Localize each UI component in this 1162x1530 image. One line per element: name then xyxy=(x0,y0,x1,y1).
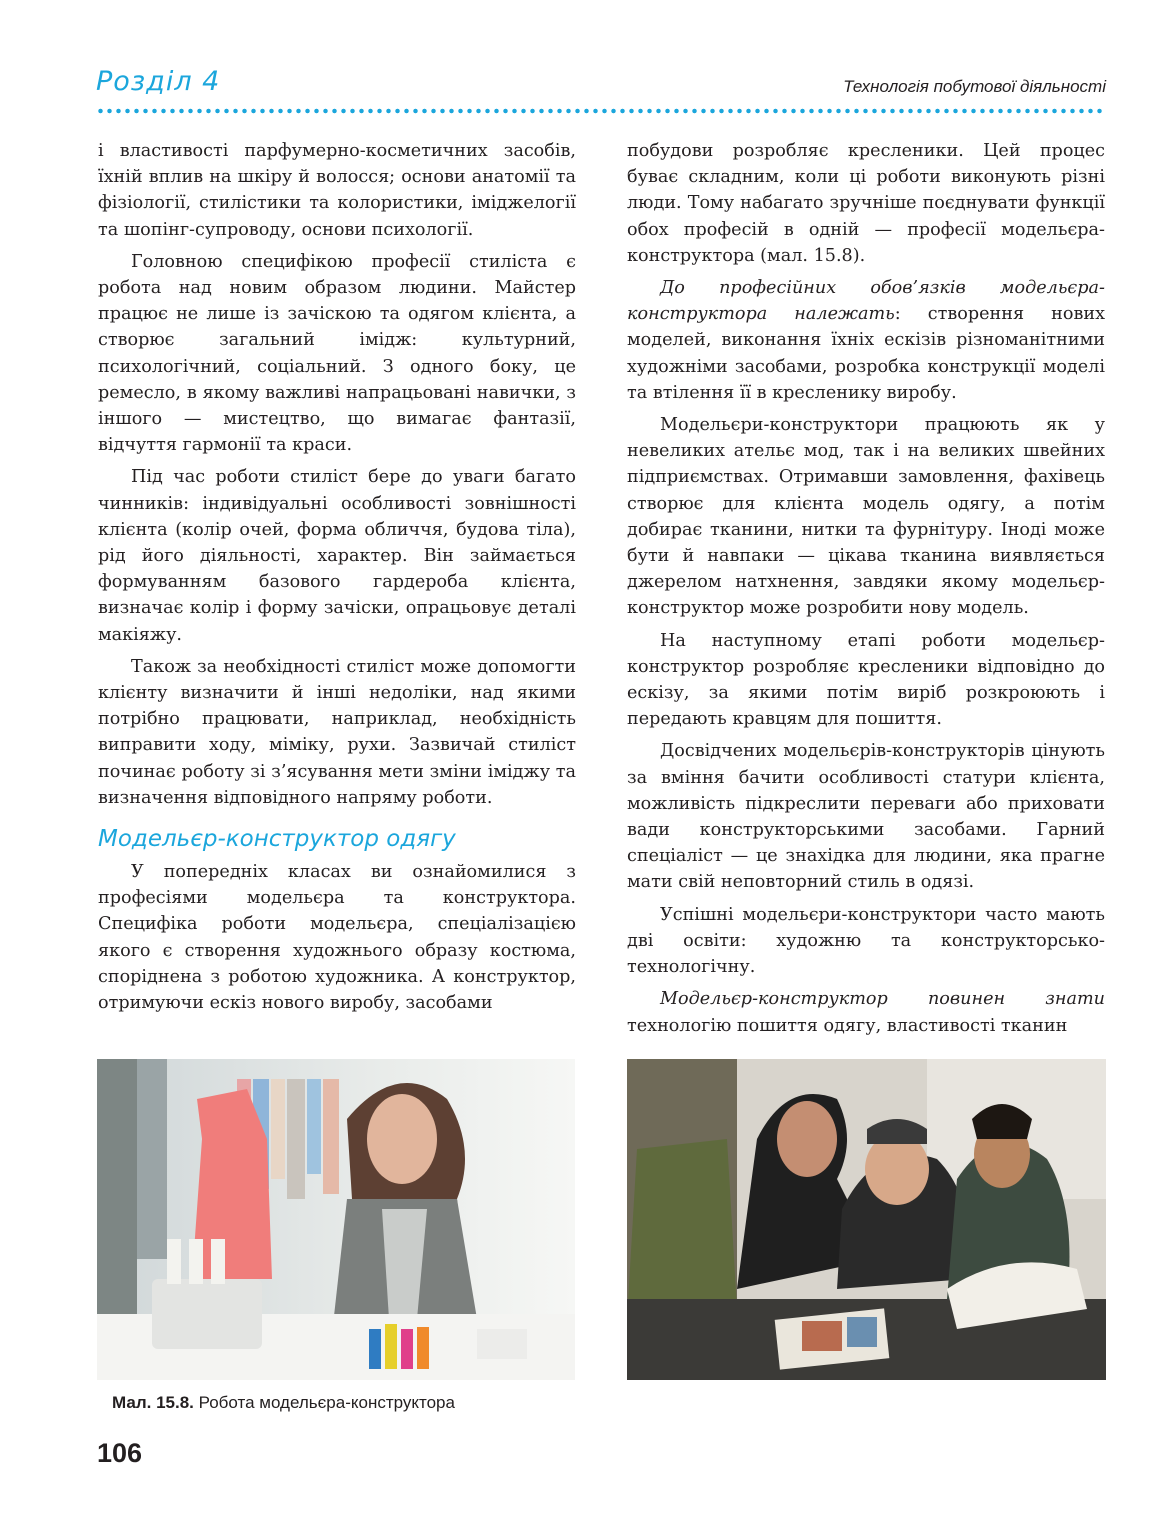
emphasis-text: До професійних обов’язків модельєра-конструктора належать xyxy=(627,278,1105,325)
photo-illustration-right xyxy=(627,1059,1106,1380)
section-heading: Модельєр-конструктор одягу xyxy=(98,826,456,853)
paragraph: На наступному етапі роботи модельєр-конструктор розробляє кресленики відповідно до ескізу, за якими потім виріб розкроюють і передають кравцям для пошиття. xyxy=(627,630,1105,730)
paragraph: і властивості парфумерно-косметичних засобів, їхній вплив на шкіру й волосся; основи анатомії та фізіології, стилістики та колористики, іміджелогії та шопінг-супроводу, основи психології. xyxy=(98,141,576,240)
photo-illustration-left xyxy=(97,1059,575,1380)
paragraph: Також за необхідності стиліст може допомогти клієнту визначити й інші недоліки, над якими потрібно працювати, наприклад, необхідність виправити ходу, міміку, рухи. Зазвичай стиліст починає роботу зі з’ясування мети зміни іміджу та визначення відповідного напряму роботи. xyxy=(98,656,576,808)
left-text-column xyxy=(98,138,576,1022)
running-title: Технологія побутової діяльності xyxy=(843,77,1106,96)
paragraph-text: : створення нових моделей, виконання їхніх ескізів різноманітними художніми засобами, розробка конструкції моделі та втілення її в кресленику виробу. xyxy=(627,304,1106,403)
paragraph-text: технологію пошиття одягу, властивості тканин xyxy=(627,1015,1068,1036)
paragraph xyxy=(627,986,1105,1038)
paragraph: Під час роботи стиліст бере до уваги багато чинників: індивідуальні особливості зовнішності клієнта (колір очей, форма обличчя, будова тіла), рід його діяльності, характер. Він займається формуванням базового гардероба клієнта, визначає колір і форму зачіски, опрацьовує деталі макіяжу. xyxy=(98,467,576,645)
emphasis-text: Модельєр-конструктор повинен знати xyxy=(660,989,1105,1010)
paragraph: Головною специфікою професії стиліста є робота над новим образом людини. Майстер працює не лише із зачіскою та одягом клієнта, а створює загальний імідж: культурний, психологічний, соціальний. З одного боку, це ремесло, в якому важливі напрацьовані навички, з іншого — мистецтво, що вимагає фантазії, відчуття гармонії та краси. xyxy=(98,251,576,456)
photo-designer-at-work xyxy=(97,1059,575,1380)
paragraph: Модельєри-конструктори працюють як у невеликих ательє мод, так і на великих швейних підприємствах. Отримавши замовлення, фахівець створює для клієнта модель одягу, а потім добирає тканини, нитки та фурнітуру. Іноді може бути й навпаки — цікава тканина виявляється джерелом натхнення, завдяки якому модельєр-конструктор може розробити нову модель. xyxy=(627,415,1105,619)
chapter-label: Розділ 4 xyxy=(96,66,221,97)
photo-designers-team xyxy=(627,1059,1106,1380)
page-number: 106 xyxy=(97,1438,143,1468)
right-text-column xyxy=(627,138,1105,1045)
dotted-divider xyxy=(96,108,1106,114)
paragraph: побудови розробляє кресленики. Цей процес буває складним, коли ці роботи виконують різні люди. Тому набагато зручніше поєднувати функції обох професій в одній — професії модельєра-конструктора (мал. 15.8). xyxy=(627,141,1105,266)
paragraph: Досвідчених модельєрів-конструкторів цінують за вміння бачити особливості статури клієнта, можливість підкреслити переваги або приховати вади конструкторськими засобами. Гарний спеціаліст — це знахідка для людини, яка прагне мати свій неповторний стиль в одязі. xyxy=(627,741,1105,893)
paragraph: Успішні модельєри-конструктори часто мають дві освіти: художню та конструкторсько-технологічну. xyxy=(627,904,1105,978)
paragraph: У попередніх класах ви ознайомилися з професіями модельєра та конструктора. Специфіка роботи модельєра, спеціалізацією якого є створення художнього образу костюма, споріднена з роботою художника. А конструктор, отримуючи ескіз нового виробу, засобами xyxy=(98,862,576,1014)
figure-caption xyxy=(112,1393,455,1413)
figure-label: Мал. 15.8. xyxy=(112,1393,194,1412)
paragraph xyxy=(627,275,1105,406)
figure-caption-text: Робота модельєра-конструктора xyxy=(198,1393,455,1412)
page-header xyxy=(96,62,1106,114)
